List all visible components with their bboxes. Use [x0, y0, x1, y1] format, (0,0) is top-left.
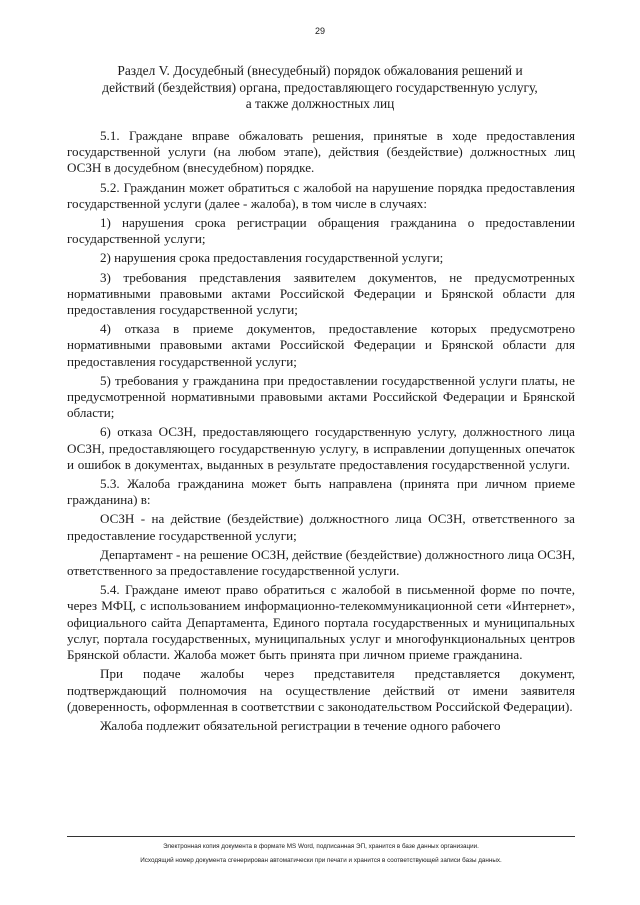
footer-divider: [67, 836, 575, 837]
paragraph-5-4: 5.4. Граждане имеют право обратиться с жалобой в письменной форме по почте, через МФЦ, с использованием информационно-телекоммуникационной сети «Интернет», официального сайта Департамента, Единого портала государственных и муниципальных услуг, портала государственных, муниципальных услуг и многофункциональных центров Брянской области. Жалоба может быть принята при личном приеме гражданина.: [67, 582, 575, 663]
section-heading: [70, 63, 570, 113]
paragraph-representative: При подаче жалобы через представителя представляется документ, подтверждающий полномочия на осуществление действий от имени заявителя (доверенность, оформленная в соответствии с законодательством Российской Федерации).: [67, 666, 575, 714]
heading-line: Раздел V. Досудебный (внесудебный) порядок обжалования решений и: [117, 63, 523, 78]
paragraph-5-2: 5.2. Гражданин может обратиться с жалобой на нарушение порядка предоставления государственной услуги (далее - жалоба), в том числе в случаях:: [67, 179, 575, 211]
list-item-1: 1) нарушения срока регистрации обращения гражданина о предоставлении государственной услуги;: [67, 215, 575, 247]
footer-line: Электронная копия документа в формате MS Word, подписанная ЭП, хранится в базе данных организации.: [163, 843, 479, 850]
paragraph-department: Департамент - на решение ОСЗН, действие (бездействие) должностного лица ОСЗН, ответственного за предоставление государственной услуги.: [67, 546, 575, 579]
footer-note: [67, 840, 575, 868]
paragraph-5-1: 5.1. Граждане вправе обжаловать решения, принятые в ходе предоставления государственной услуги (на любом этапе), действия (бездействие) должностных лиц ОСЗН в досудебном (внесудебном) порядке.: [67, 128, 575, 176]
document-body: [67, 128, 575, 737]
list-item-5: 5) требования у гражданина при предоставлении государственной услуги платы, не предусмотренной нормативными правовыми актами Российской Федерации и Брянской области;: [67, 372, 575, 421]
list-item-3: 3) требования представления заявителем документов, не предусмотренных нормативными правовыми актами Российской Федерации и Брянской области для предоставления государственной услуги;: [67, 269, 575, 318]
list-item-4: 4) отказа в приеме документов, предоставление которых предусмотрено нормативными правовыми актами Российской Федерации и Брянской области для предоставления государственной услуги;: [67, 321, 575, 369]
heading-line: действий (бездействия) органа, предоставляющего государственную услугу,: [102, 79, 538, 95]
heading-line: а также должностных лиц: [245, 96, 395, 111]
list-item-2: 2) нарушения срока предоставления государственной услуги;: [100, 250, 444, 266]
page-number: 29: [314, 26, 325, 36]
paragraph-osszn: ОСЗН - на действие (бездействие) должностного лица ОСЗН, ответственного за предоставление государственной услуги;: [67, 511, 575, 543]
paragraph-registration: Жалоба подлежит обязательной регистрации в течение одного рабочего: [100, 717, 501, 733]
list-item-6: 6) отказа ОСЗН, предоставляющего государственную услугу, должностного лица ОСЗН, предоставляющего государственную услугу, в исправлении допущенных опечаток и ошибок в документах, выданных в результате предоставления государственной услуги.: [67, 424, 575, 472]
paragraph-5-3: 5.3. Жалоба гражданина может быть направлена (принята при личном приеме гражданина) в:: [67, 476, 575, 508]
footer-line: Исходящий номер документа сгенерирован автоматически при печати и хранится в соответствующей записи базы данных.: [140, 857, 502, 864]
